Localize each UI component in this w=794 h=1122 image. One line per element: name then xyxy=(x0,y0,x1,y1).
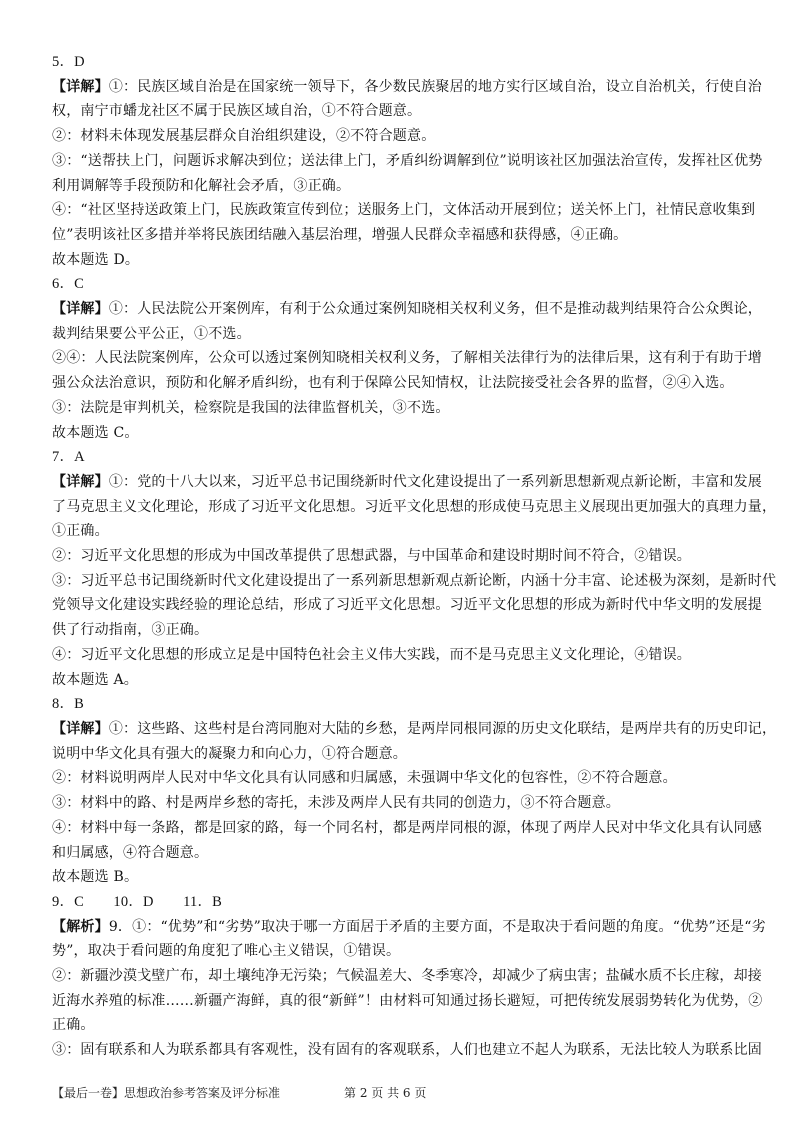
text-line xyxy=(52,297,763,322)
line-text: 故本题选 B。 xyxy=(52,869,139,886)
line-text: ④：习近平文化思想的形成立足是中国特色社会主义伟大实践，而不是马克思主义文化理论，④错误。 xyxy=(52,646,691,663)
text-line xyxy=(52,668,752,693)
text-line xyxy=(52,371,752,396)
line-text: ③：法院是审判机关，检察院是我国的法律监督机关，③不选。 xyxy=(52,399,450,416)
answer-content xyxy=(52,50,777,1063)
text-line xyxy=(52,322,752,347)
line-text: ②④：人民法院案例库，公众可以透过案例知晓相关权利义务，了解相关法律行为的法律后果，这有利于有助于增 xyxy=(52,350,762,367)
line-text: ①：民族区域自治是在国家统一领导下，各少数民族聚居的地方实行区域自治，设立自治机关，行使自治 xyxy=(108,78,763,95)
text-line xyxy=(52,519,752,544)
line-text: ①正确。 xyxy=(52,523,109,540)
line-text: 势”，取决于看问题的角度犯了唯心主义错误，①错误。 xyxy=(52,943,401,960)
text-line xyxy=(52,841,752,866)
line-text: 利用调解等手段预防和化解社会矛盾，③正确。 xyxy=(52,177,351,194)
line-text: ①：这些路、这些村是台湾同胞对大陆的乡愁，是两岸同根同源的历史文化联结，是两岸共有的历史印记， xyxy=(108,720,777,737)
section-tag: 【详解】 xyxy=(52,473,109,490)
line-text: 了马克思主义文化理论，形成了习近平文化思想。习近平文化思想的形成使马克思主义展现出更加强大的真理力量， xyxy=(52,498,777,515)
line-text: 说明中华文化具有强大的凝聚力和向心力，①符合题意。 xyxy=(52,745,407,762)
line-text: ④：材料中每一条路，都是回家的路，每一个同名村，都是两岸同根的源，体现了两岸人民对中华文化具有认同感 xyxy=(52,819,762,836)
text-line xyxy=(52,593,762,618)
line-text: 故本题选 A。 xyxy=(52,671,138,688)
text-line xyxy=(52,569,777,594)
line-text: ①：党的十八大以来，习近平总书记围绕新时代文化建设提出了一系列新思想新观点新论断，丰富和发展 xyxy=(108,473,763,490)
line-text: ②：习近平文化思想的形成为中国改革提供了思想武器，与中国革命和建设时期时间不符合，②错误。 xyxy=(52,548,691,565)
text-line xyxy=(52,1013,752,1038)
text-line xyxy=(52,149,763,174)
line-text: ②：材料未体现发展基层群众自治组织建设，②不符合题意。 xyxy=(52,128,436,145)
line-text: 9．①：“优势”和“劣势”取决于哪一方面居于矛盾的主要方面，不是取决于看问题的角度。“优势”还是“劣 xyxy=(108,918,766,935)
line-text: 6．C xyxy=(52,276,85,293)
text-line xyxy=(52,865,752,890)
text-line xyxy=(52,1038,762,1063)
section-tag: 【详解】 xyxy=(52,78,109,95)
line-text: 党领导文化建设实践经验的理论总结，形成了习近平文化思想。习近平文化思想的形成为新时代中华文明的发展提 xyxy=(52,597,762,614)
text-line xyxy=(52,124,752,149)
text-line xyxy=(52,174,752,199)
text-line xyxy=(52,396,752,421)
question-answer-line xyxy=(52,445,752,470)
question-answer-line xyxy=(52,50,752,75)
text-line xyxy=(52,248,752,273)
text-line xyxy=(52,421,752,446)
line-text: 和归属感，④符合题意。 xyxy=(52,844,209,861)
question-answer-line xyxy=(52,890,752,915)
line-text: 故本题选 D。 xyxy=(52,251,140,268)
text-line xyxy=(52,742,752,767)
text-line xyxy=(52,99,752,124)
text-line xyxy=(52,618,752,643)
line-text: ③：材料中的路、村是两岸乡愁的寄托，未涉及两岸人民有共同的创造力，③不符合题意。 xyxy=(52,795,620,812)
text-line xyxy=(52,717,777,742)
line-text: ③：固有联系和人为联系都具有客观性，没有固有的客观联系，人们也建立不起人为联系，无法比较人为联系比固 xyxy=(52,1042,762,1059)
text-line xyxy=(52,964,762,989)
line-text: ②：新疆沙漠戈壁广布，却土壤纯净无污染；气候温差大、冬季寒冷，却减少了病虫害；盐碱水质不长庄稼，却接 xyxy=(52,968,762,985)
text-line xyxy=(52,198,756,223)
text-line xyxy=(52,989,763,1014)
footer-title: 【最后一卷】思想政治参考答案及评分标准 xyxy=(52,1086,281,1100)
text-line xyxy=(52,816,762,841)
text-line xyxy=(52,643,752,668)
text-line xyxy=(52,915,766,940)
text-line xyxy=(52,544,752,569)
line-text: ②：材料说明两岸人民对中华文化具有认同感和归属感，未强调中华文化的包容性，②不符合题意。 xyxy=(52,770,677,787)
line-text: 7．A xyxy=(52,449,85,466)
page-number: 第 2 页 共 6 页 xyxy=(344,1086,427,1100)
line-text: 近海水养殖的标准……新疆产海鲜，真的很“新鲜”！由材料可知通过扬长避短，可把传统发展弱势转化为优势，② xyxy=(52,992,763,1009)
text-line xyxy=(52,495,777,520)
line-text: 9．C 10．D 11．B xyxy=(52,893,223,910)
line-text: ③：“送帮扶上门，问题诉求解决到位；送法律上门，矛盾纠纷调解到位”说明该社区加强法治宣传，发挥社区优势 xyxy=(52,152,763,169)
line-text: 位”表明该社区多措并举将民族团结融入基层治理，增强人民群众幸福感和获得感，④正确。 xyxy=(52,226,628,243)
section-tag: 【解析】 xyxy=(52,918,109,935)
line-text: 正确。 xyxy=(52,1017,95,1034)
line-text: ④：“社区坚持送政策上门，民族政策宣传到位；送服务上门，文体活动开展到位；送关怀上门，社情民意收集到 xyxy=(52,202,756,219)
line-text: 8．B xyxy=(52,696,85,713)
question-answer-line xyxy=(52,272,752,297)
text-line xyxy=(52,939,752,964)
line-text: 强公众法治意识，预防和化解矛盾纠纷，也有利于保障公民知情权，让法院接受社会各界的监督，②④入选。 xyxy=(52,375,734,392)
line-text: ③：习近平总书记围绕新时代文化建设提出了一系列新思想新观点新论断，内涵十分丰富、论述极为深刻，是新时代 xyxy=(52,572,777,589)
line-text: 供了行动指南，③正确。 xyxy=(52,622,209,639)
line-text: 5．D xyxy=(52,54,85,70)
line-text: 裁判结果要公平公正，①不选。 xyxy=(52,325,251,342)
text-line xyxy=(52,470,763,495)
text-line xyxy=(52,223,752,248)
section-tag: 【详解】 xyxy=(52,720,109,737)
text-line xyxy=(52,346,762,371)
text-line xyxy=(52,75,763,100)
text-line xyxy=(52,766,752,791)
question-answer-line xyxy=(52,692,752,717)
section-tag: 【详解】 xyxy=(52,301,109,318)
line-text: 故本题选 C。 xyxy=(52,424,139,441)
line-text: 权，南宁市蟠龙社区不属于民族区域自治，①不符合题意。 xyxy=(52,103,422,120)
text-line xyxy=(52,791,752,816)
line-text: ①：人民法院公开案例库，有利于公众通过案例知晓相关权利义务，但不是推动裁判结果符合公众舆论， xyxy=(108,301,763,318)
